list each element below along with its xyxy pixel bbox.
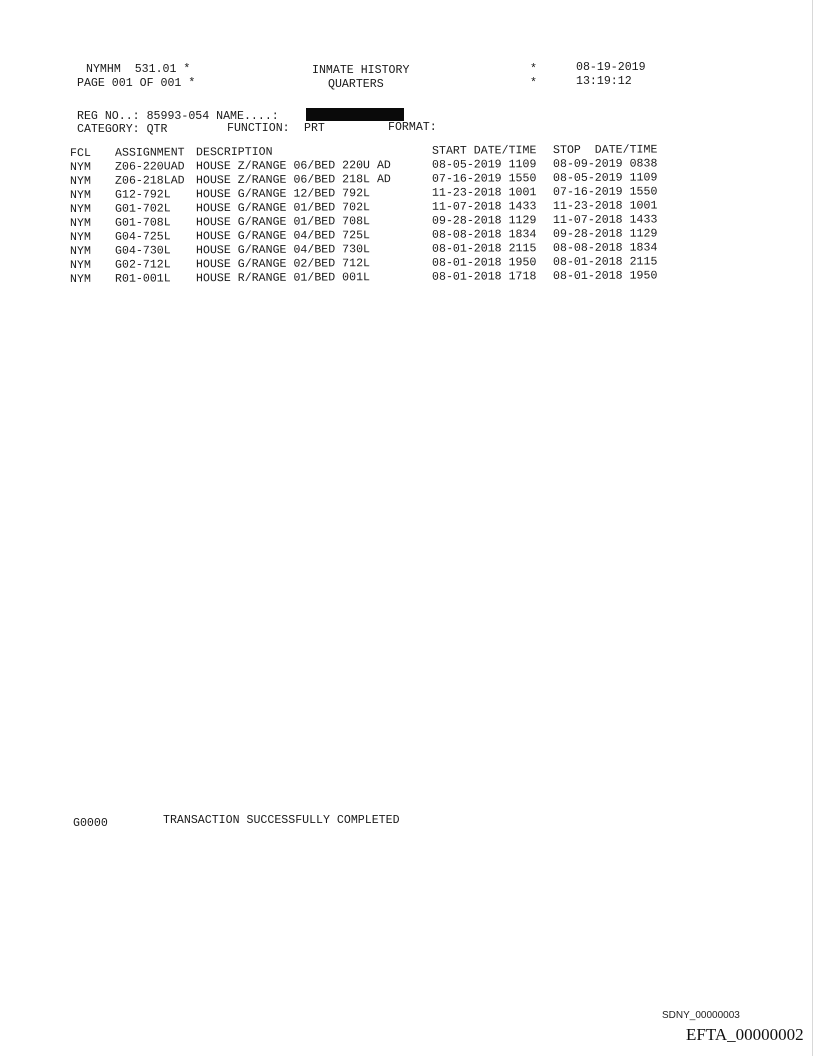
cell-assignment: G02-712L [114, 258, 171, 272]
cell-start: 11-07-2018 1433 [431, 200, 537, 214]
cell-description: HOUSE Z/RANGE 06/BED 218L AD [195, 173, 391, 188]
cell-start: 08-08-2018 1834 [431, 228, 537, 242]
cell-assignment: G12-792L [114, 188, 171, 202]
cell-description: HOUSE G/RANGE 02/BED 712L [195, 257, 371, 272]
cell-assignment: G04-730L [114, 244, 171, 258]
cell-fcl: NYM [70, 258, 91, 272]
cell-start: 08-01-2018 1718 [431, 270, 537, 284]
cell-fcl: NYM [70, 230, 91, 244]
column-header-description: DESCRIPTION [195, 145, 273, 160]
column-header-start: START DATE/TIME [431, 144, 537, 158]
cell-stop: 11-23-2018 1001 [552, 199, 658, 214]
cell-fcl: NYM [70, 188, 91, 202]
status-message: TRANSACTION SUCCESSFULLY COMPLETED [163, 814, 400, 827]
cell-start: 09-28-2018 1129 [431, 214, 537, 228]
format-label: FORMAT: [388, 121, 437, 134]
redaction-box [306, 108, 404, 121]
cell-description: HOUSE R/RANGE 01/BED 001L [195, 271, 371, 286]
column-header-fcl: FCL [70, 146, 91, 160]
cell-assignment: G01-708L [114, 216, 171, 230]
cell-fcl: NYM [70, 174, 91, 188]
page-info: PAGE 001 OF 001 * [77, 77, 196, 90]
cell-assignment: G04-725L [114, 230, 171, 244]
report-subtitle: QUARTERS [328, 78, 384, 91]
cell-assignment: Z06-218LAD [114, 174, 185, 188]
reg-number-line: REG NO..: 85993-054 NAME....: [77, 110, 279, 123]
cell-start: 08-01-2018 1950 [431, 256, 537, 270]
header-star-2: * [530, 77, 537, 90]
cell-fcl: NYM [70, 216, 91, 230]
cell-fcl: NYM [70, 272, 91, 286]
column-header-assignment: ASSIGNMENT [114, 146, 185, 160]
column-header-stop: STOP DATE/TIME [552, 143, 658, 158]
cell-stop: 07-16-2019 1550 [552, 185, 658, 200]
cell-stop: 09-28-2018 1129 [552, 227, 658, 242]
cell-stop: 08-08-2018 1834 [552, 241, 658, 256]
cell-assignment: G01-702L [114, 202, 171, 216]
cell-description: HOUSE G/RANGE 04/BED 730L [195, 243, 371, 258]
report-date: 08-19-2019 [576, 61, 646, 74]
report-title: INMATE HISTORY [312, 64, 410, 77]
system-id: NYMHM 531.01 * [86, 63, 191, 76]
function-value: PRT [304, 122, 325, 135]
cell-description: HOUSE G/RANGE 01/BED 708L [195, 215, 371, 230]
function-label: FUNCTION: [227, 122, 290, 135]
cell-description: HOUSE G/RANGE 04/BED 725L [195, 229, 371, 244]
cell-description: HOUSE G/RANGE 12/BED 792L [195, 187, 371, 202]
cell-stop: 08-01-2018 2115 [552, 255, 658, 270]
cell-description: HOUSE Z/RANGE 06/BED 220U AD [195, 159, 391, 174]
cell-assignment: R01-001L [114, 272, 171, 286]
cell-start: 08-05-2019 1109 [431, 158, 537, 172]
cell-stop: 11-07-2018 1433 [552, 213, 658, 228]
cell-start: 11-23-2018 1001 [431, 186, 537, 200]
cell-assignment: Z06-220UAD [114, 160, 185, 174]
cell-stop: 08-09-2019 0838 [552, 157, 658, 172]
cell-fcl: NYM [70, 160, 91, 174]
efta-number: EFTA_00000002 [686, 1025, 804, 1044]
cell-start: 08-01-2018 2115 [431, 242, 537, 256]
status-code: G0000 [73, 817, 108, 830]
cell-stop: 08-01-2018 1950 [552, 269, 658, 284]
cell-description: HOUSE G/RANGE 01/BED 702L [195, 201, 371, 216]
cell-stop: 08-05-2019 1109 [552, 171, 658, 186]
cell-fcl: NYM [70, 244, 91, 258]
cell-fcl: NYM [70, 202, 91, 216]
header-star-1: * [530, 63, 537, 76]
bates-number: SDNY_00000003 [662, 1010, 740, 1021]
report-time: 13:19:12 [576, 75, 632, 88]
cell-start: 07-16-2019 1550 [431, 172, 537, 186]
category-line: CATEGORY: QTR [77, 123, 168, 136]
